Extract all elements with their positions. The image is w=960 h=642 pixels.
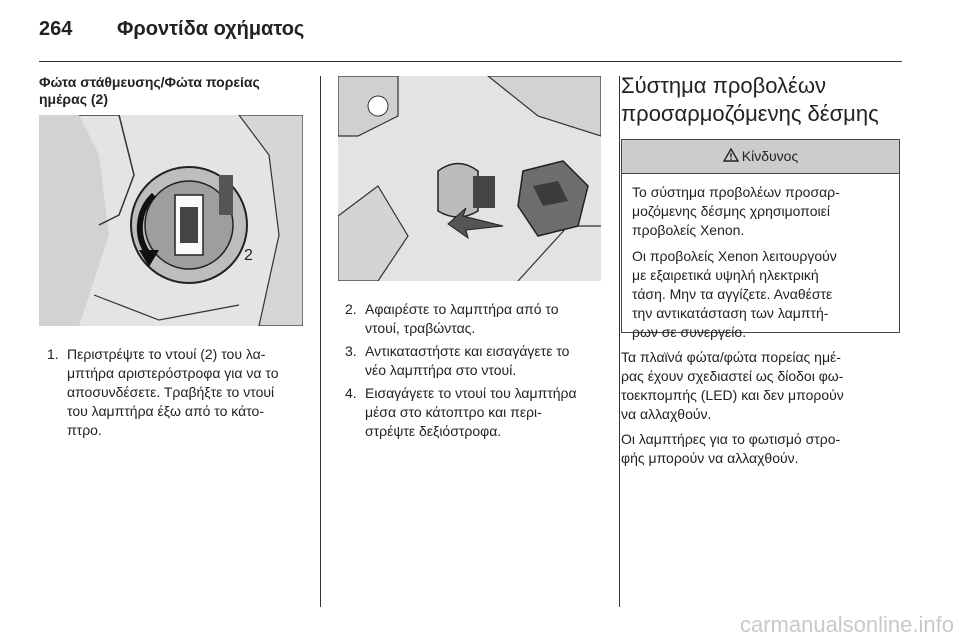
- step-line: Αφαιρέστε το λαμπτήρα από το: [365, 301, 559, 317]
- figure-bulb-removal: [338, 76, 601, 281]
- warning-line: ρων σε συνεργείο.: [632, 324, 747, 340]
- page-number: 264: [39, 18, 73, 40]
- warning-paragraph-2: [632, 247, 887, 342]
- figure-callout-2: 2: [244, 247, 253, 264]
- warning-line: προβολείς Xenon.: [632, 222, 745, 238]
- paragraph-line: φής μπορούν να αλλαχθούν.: [621, 450, 799, 466]
- step-line: Περιστρέψτε το ντουί (2) του λα-: [67, 346, 266, 362]
- step-line: πτρο.: [67, 422, 102, 438]
- column-divider-right: [619, 76, 620, 607]
- left-steps-list: [47, 345, 309, 444]
- paragraph-line: τοεκπομπής (LED) και δεν μπορούν: [621, 387, 844, 403]
- warning-line: τάση. Μην τα αγγίζετε. Αναθέστε: [632, 286, 833, 302]
- step-number: 3.: [345, 343, 357, 359]
- step-2: [345, 300, 607, 338]
- step-line: στρέψτε δεξιόστροφα.: [365, 423, 502, 439]
- warning-heading-text: Κίνδυνος: [741, 148, 799, 164]
- header-rule: [39, 61, 902, 62]
- middle-steps-list: [345, 300, 607, 445]
- section-title-parking-lights: [39, 74, 309, 108]
- warning-line: με εξαιρετικά υψηλή ηλεκτρική: [632, 267, 819, 283]
- chapter-title: Φροντίδα οχήματος: [117, 18, 305, 40]
- danger-warning-box: [621, 139, 900, 340]
- step-line: μπτήρα αριστερόστροφα για να το: [67, 365, 279, 381]
- step-line: νέο λαμπτήρα στο ντουί.: [365, 362, 517, 378]
- section-title-line1: Φώτα στάθμευσης/Φώτα πορείας: [39, 74, 260, 90]
- step-3: [345, 342, 607, 380]
- warning-line: Το σύστημα προβολέων προσαρ-: [632, 184, 840, 200]
- warning-body: [622, 174, 899, 342]
- paragraph-line: να αλλαχθούν.: [621, 406, 712, 422]
- warning-line: Οι προβολείς Xenon λειτουργούν: [632, 248, 837, 264]
- section-title-adaptive-headlights: [621, 72, 921, 128]
- step-line: Αντικαταστήστε και εισαγάγετε το: [365, 343, 570, 359]
- page-header: [39, 18, 304, 41]
- step-1: [47, 345, 309, 440]
- warning-paragraph-1: [632, 183, 887, 240]
- section-title-line1: Σύστημα προβολέων: [621, 73, 827, 98]
- step-line: ντουί, τραβώντας.: [365, 320, 476, 336]
- cornering-light-paragraph: [621, 430, 901, 468]
- step-line: Εισαγάγετε το ντουί του λαμπτήρα: [365, 385, 577, 401]
- watermark: carmanualsonline.info: [739, 612, 954, 637]
- step-line: του λαμπτήρα έξω από το κάτο-: [67, 403, 265, 419]
- section-title-line2: προσαρμοζόμενης δέσμης: [621, 101, 879, 126]
- step-number: 4.: [345, 385, 357, 401]
- bulb-removal-illustration: [338, 76, 601, 281]
- step-line: μέσα στο κάτοπτρο και περι-: [365, 404, 542, 420]
- figure-bulb-holder-rotate: [39, 115, 303, 326]
- warning-triangle-icon: [723, 141, 739, 174]
- step-line: αποσυνδέσετε. Τραβήξτε το ντουί: [67, 384, 275, 400]
- step-number: 2.: [345, 301, 357, 317]
- paragraph-line: Τα πλαϊνά φώτα/φώτα πορείας ημέ-: [621, 349, 841, 365]
- led-paragraph: [621, 348, 901, 424]
- step-4: [345, 384, 607, 441]
- bulb-holder-illustration: [39, 115, 303, 326]
- warning-heading: [622, 140, 899, 174]
- column-divider-left: [320, 76, 321, 607]
- warning-line: την αντικατάσταση των λαμπτή-: [632, 305, 829, 321]
- paragraph-line: Οι λαμπτήρες για το φωτισμό στρο-: [621, 431, 841, 447]
- section-title-line2: ημέρας (2): [39, 91, 108, 107]
- warning-line: μοζόμενης δέσμης χρησιμοποιεί: [632, 203, 830, 219]
- step-number: 1.: [47, 346, 59, 362]
- paragraph-line: ρας έχουν σχεδιαστεί ως δίοδοι φω-: [621, 368, 844, 384]
